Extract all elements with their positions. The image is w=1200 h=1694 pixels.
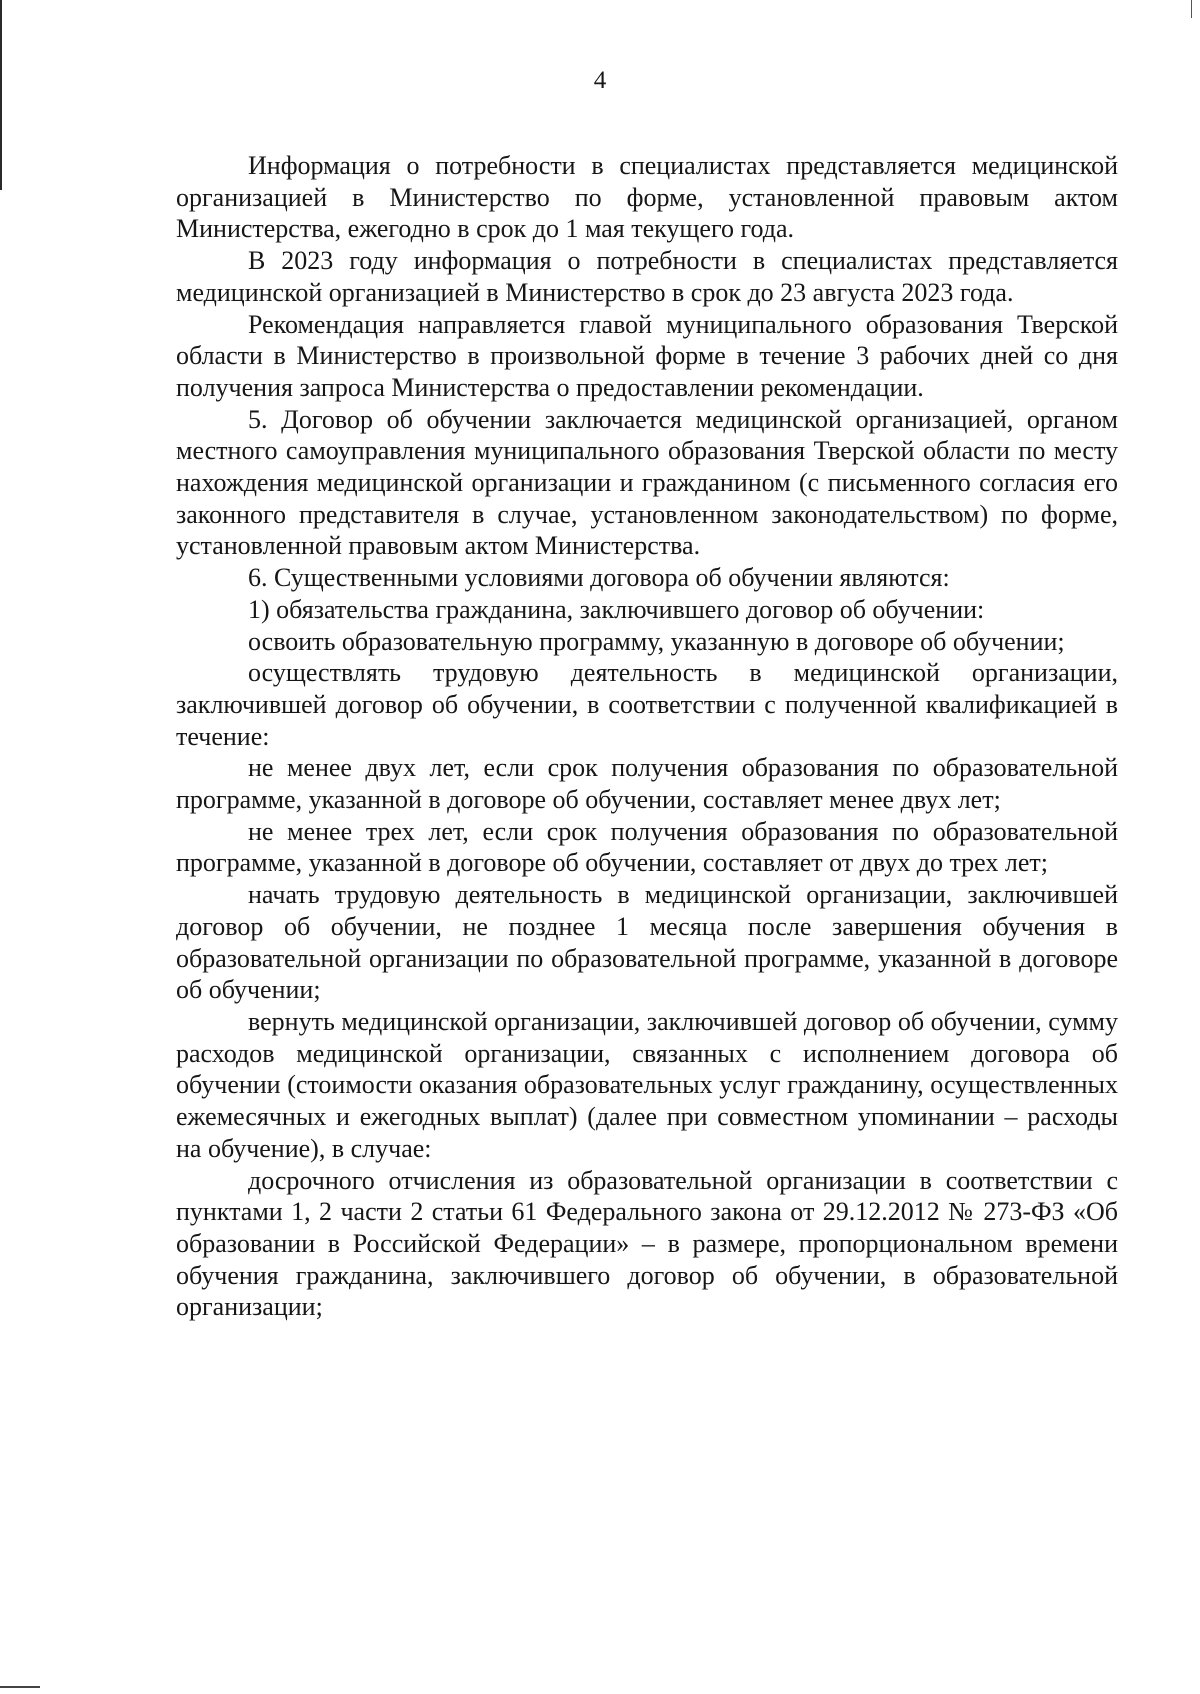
paragraph-item-6: 6. Существенными условиями договора об обучении являются: <box>248 563 950 593</box>
paragraph-item-5: 5. Договор об обучении заключается медицинской организацией, органом местного самоуправления муниципального образования Тверской области по месту нахождения медицинской организации и гражданином (с письменного согласия его законного представителя в случае, установленном законодательством) по форме, установленной правовым актом Министерства. <box>176 404 1118 561</box>
paragraph-recommendation: Рекомендация направляется главой муниципального образования Тверской области в Министерство в произвольной форме в течение 3 рабочих дней со дня получения запроса Министерства о предоставлении рекомендации. <box>176 309 1118 402</box>
paragraph-work-obligation: осуществлять трудовую деятельность в медицинской организации, заключившей договор об обучении, в соответствии с полученной квалификацией в течение: <box>176 658 1118 751</box>
paragraph-early-expulsion: досрочного отчисления из образовательной организации в соответствии с пунктами 1, 2 части 2 статьи 61 Федерального закона от 29.12.2012 № 273-ФЗ «Об образовании в Российской Федерации» – в размере, пропорциональном времени обучения гражданина, заключившего договор об обучении, в образовательной организации; <box>176 1165 1118 1322</box>
paragraph-subitem-1: 1) обязательства гражданина, заключившего договор об обучении: <box>248 594 985 624</box>
scan-edge-right <box>1191 0 1192 18</box>
paragraph-return-costs: вернуть медицинской организации, заключившей договор об обучении, сумму расходов медицинской организации, связанных с исполнением договора об обучении (стоимости оказания образовательных услуг гражданину, осуществленных ежемесячных и ежегодных выплат) (далее при совместном упоминании – расходы на обучение), в случае: <box>176 1006 1118 1163</box>
paragraph-two-years: не менее двух лет, если срок получения образования по образовательной программе, указанной в договоре об обучении, составляет менее двух лет; <box>176 753 1118 815</box>
paragraph-2023-deadline: В 2023 году информация о потребности в специалистах представляется медицинской организацией в Министерство в срок до 23 августа 2023 года. <box>176 246 1118 307</box>
scan-edge-bottom <box>0 1686 40 1688</box>
page-number: 4 <box>593 67 607 94</box>
document-body <box>176 150 1118 1323</box>
paragraph-master-program: освоить образовательную программу, указанную в договоре об обучении; <box>248 626 1065 656</box>
paragraph-start-work: начать трудовую деятельность в медицинской организации, заключившей договор об обучении, не позднее 1 месяца после завершения обучения в образовательной организации по образовательной программе, указанной в договоре об обучении; <box>176 880 1118 1005</box>
paragraph-three-years: не менее трех лет, если срок получения образования по образовательной программе, указанной в договоре об обучении, составляет от двух до трех лет; <box>176 816 1118 878</box>
paragraph-need-info: Информация о потребности в специалистах представляется медицинской организацией в Министерство по форме, установленной правовым актом Министерства, ежегодно в срок до 1 мая текущего года. <box>176 151 1118 244</box>
